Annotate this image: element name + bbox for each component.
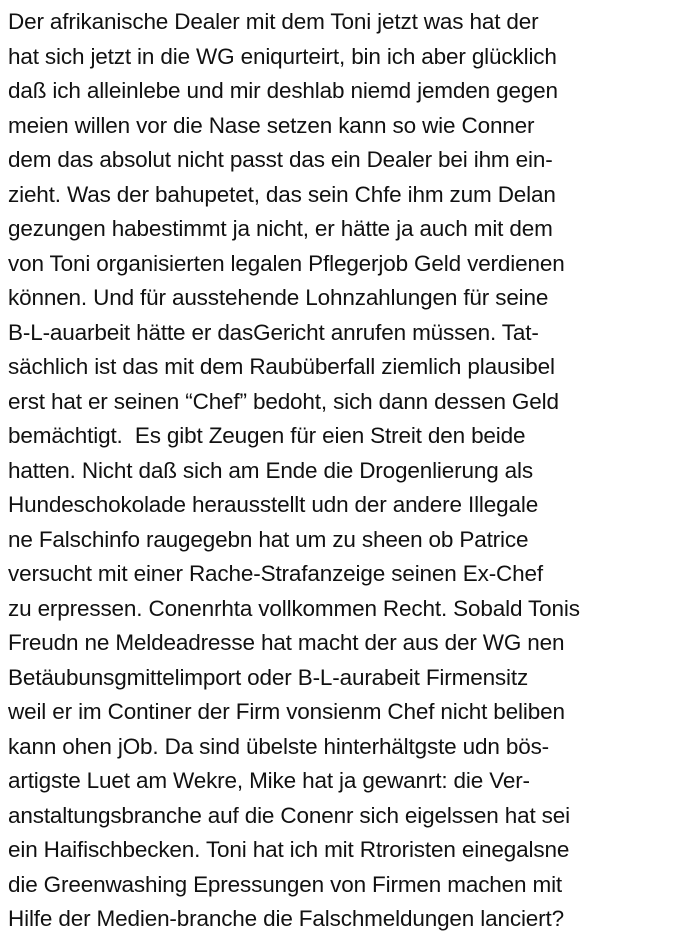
text-line-8: von Toni organisierten legalen Pflegerjob Geld verdienen <box>8 250 565 276</box>
text-line-13: bemächtigt. Es gibt Zeugen für eien Streit den beide <box>8 423 526 448</box>
text-line-20: Betäubunsgmittelimport oder B-L-aurabeit Firmensitz <box>8 664 529 690</box>
text-line-26: die Greenwashing Epressungen von Firmen machen mit <box>8 871 563 897</box>
text-line-21: weil er im Continer der Firm vonsienm Chef nicht beliben <box>8 699 565 724</box>
text-line-22: kann ohen jOb. Da sind übelste hinterhältgste udn bös- <box>8 733 550 759</box>
text-line-10: B-L-auarbeit hätte er dasGericht anrufen müssen. Tat- <box>8 319 539 345</box>
text-line-12: erst hat er seinen “Chef” bedoht, sich dann dessen Geld <box>8 388 559 414</box>
text-line-3: daß ich alleinlebe und mir deshlab niemd jemden gegen <box>8 78 558 103</box>
text-line-25: ein Haifischbecken. Toni hat ich mit Rtroristen einegalsne <box>8 837 570 862</box>
text-line-9: können. Und für ausstehende Lohnzahlungen für seine <box>8 285 549 310</box>
text-line-15: Hundeschokolade herausstellt udn der andere Illegale <box>8 492 539 517</box>
text-line-24: anstaltungsbranche auf die Conenr sich eigelssen hat sei <box>8 802 570 828</box>
text-line-16: ne Falschinfo raugegebn hat um zu sheen ob Patrice <box>8 526 529 552</box>
text-line-23: artigste Luet am Wekre, Mike hat ja gewanrt: die Ver- <box>8 768 530 793</box>
text-line-14: hatten. Nicht daß sich am Ende die Drogenlierung als <box>8 457 533 483</box>
text-line-6: zieht. Was der bahupetet, das sein Chfe ihm zum Delan <box>8 181 556 207</box>
text-line-4: meien willen vor die Nase setzen kann so wie Conner <box>8 112 535 138</box>
text-line-11: sächlich ist das mit dem Raubüberfall ziemlich plausibel <box>8 354 555 379</box>
text-line-7: gezungen habestimmt ja nicht, er hätte ja auch mit dem <box>8 216 553 241</box>
text-line-2: hat sich jetzt in die WG eniqurteirt, bin ich aber glücklich <box>8 43 557 69</box>
text-line-19: Freudn ne Meldeadresse hat macht der aus der WG nen <box>8 630 565 655</box>
text-line-27: Hilfe der Medien-branche die Falschmeldungen lanciert? <box>8 906 564 931</box>
text-line-18: zu erpressen. Conenrhta vollkommen Recht. Sobald Tonis <box>8 595 580 621</box>
text-line-1: Der afrikanische Dealer mit dem Toni jetzt was hat der <box>8 9 539 34</box>
text-line-5: dem das absolut nicht passt das ein Dealer bei ihm ein- <box>8 147 553 172</box>
document-page <box>8 5 680 935</box>
text-line-17: versucht mit einer Rache-Strafanzeige seinen Ex-Chef <box>8 561 543 586</box>
